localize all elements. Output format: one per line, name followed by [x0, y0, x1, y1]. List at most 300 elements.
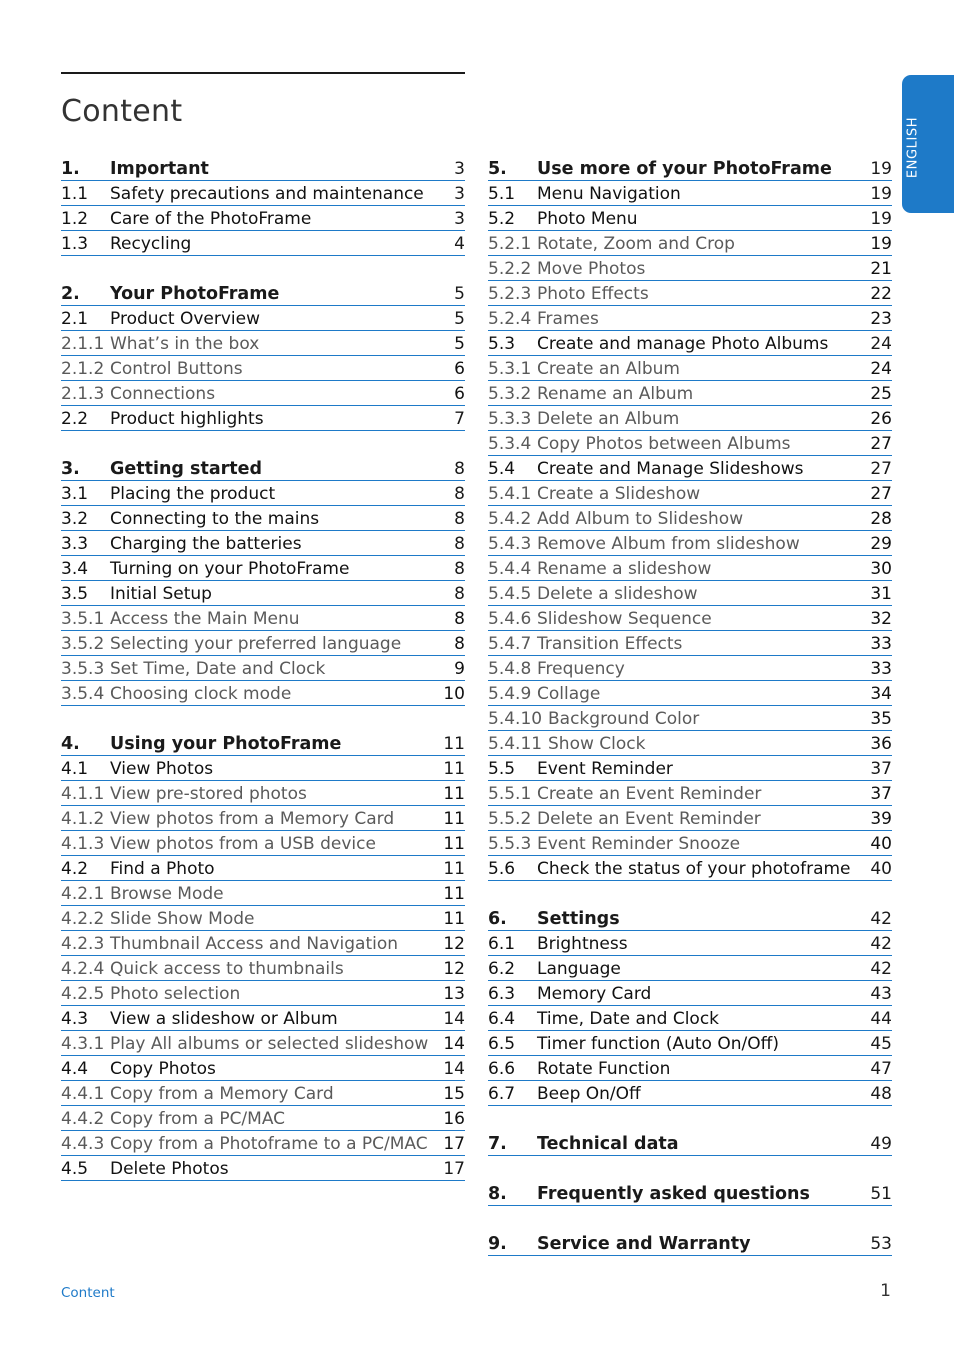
toc-entry-title[interactable]: Safety precautions and maintenance [110, 184, 424, 204]
toc-entry-title[interactable]: Find a Photo [110, 859, 215, 879]
toc-entry[interactable] [488, 556, 892, 581]
toc-entry-number: 5.4.3 [488, 534, 532, 554]
toc-entry-number: 4.2.3 [61, 934, 105, 954]
toc-entry-number: 5.6 [488, 859, 516, 879]
toc-entry-number: 5.5.3 [488, 834, 532, 854]
toc-entry-page: 42 [870, 909, 892, 929]
toc-entry-title[interactable]: Frames [537, 309, 599, 329]
toc-entry-title[interactable]: Rotate Function [537, 1059, 671, 1079]
toc-entry-number: 1.1 [61, 184, 89, 204]
toc-entry[interactable] [61, 481, 465, 506]
toc-entry-title[interactable]: Language [537, 959, 621, 979]
toc-entry-title[interactable]: View photos from a USB device [110, 834, 376, 854]
toc-entry-title[interactable]: Copy from a PC/MAC [110, 1109, 286, 1129]
toc-entry-page: 16 [443, 1109, 465, 1129]
toc-entry[interactable] [61, 181, 465, 206]
toc-entry[interactable] [488, 256, 892, 281]
toc-entry-number: 1. [61, 159, 80, 179]
toc-entry[interactable] [488, 1006, 892, 1031]
toc-entry-number: 4.2.4 [61, 959, 105, 979]
toc-entry-page: 51 [870, 1184, 892, 1204]
toc-entry-number: 4.4.3 [61, 1134, 105, 1154]
toc-entry-page: 40 [870, 859, 892, 879]
toc-entry-number: 9. [488, 1234, 507, 1254]
toc-entry-number: 6.5 [488, 1034, 516, 1054]
toc-entry-number: 5.5.2 [488, 809, 532, 829]
toc-entry-number: 2.1.3 [61, 384, 105, 404]
toc-entry-number: 4. [61, 734, 80, 754]
toc-entry-page: 22 [870, 284, 892, 304]
toc-entry-page: 19 [870, 159, 892, 179]
footer-section-label: Content [61, 1285, 115, 1301]
toc-entry[interactable] [61, 1056, 465, 1081]
toc-entry-page: 28 [870, 509, 892, 529]
toc-entry-number: 5.4.11 [488, 734, 543, 754]
toc-entry-title[interactable]: Slideshow Sequence [537, 609, 712, 629]
toc-entry-title[interactable]: Photo Effects [537, 284, 649, 304]
toc-entry-title[interactable]: Create and Manage Slideshows [537, 459, 804, 479]
toc-entry-page: 37 [870, 784, 892, 804]
toc-entry-number: 2. [61, 284, 80, 304]
toc-entry-page: 12 [443, 934, 465, 954]
toc-entry-page: 49 [870, 1134, 892, 1154]
toc-entry-title[interactable]: Rename an Album [537, 384, 694, 404]
toc-entry-title[interactable]: Collage [537, 684, 601, 704]
toc-entry-page: 34 [870, 684, 892, 704]
toc-entry[interactable] [488, 231, 892, 256]
toc-entry[interactable] [61, 331, 465, 356]
toc-entry-number: 6.7 [488, 1084, 516, 1104]
toc-entry[interactable] [488, 856, 892, 881]
toc-entry-title[interactable]: View Photos [110, 759, 214, 779]
toc-entry-title[interactable]: Rotate, Zoom and Crop [537, 234, 735, 254]
toc-entry[interactable] [61, 581, 465, 606]
toc-entry-title[interactable]: View pre-stored photos [110, 784, 307, 804]
toc-entry[interactable] [61, 156, 465, 181]
toc-entry-title[interactable]: Rename a slideshow [537, 559, 712, 579]
toc-entry-page: 11 [443, 809, 465, 829]
toc-entry-number: 3.5.2 [61, 634, 105, 654]
toc-entry[interactable] [488, 206, 892, 231]
toc-entry-number: 6.4 [488, 1009, 516, 1029]
toc-entry-page: 37 [870, 759, 892, 779]
toc-entry-page: 43 [870, 984, 892, 1004]
toc-entry[interactable] [488, 681, 892, 706]
toc-entry[interactable] [488, 306, 892, 331]
toc-entry-number: 4.2.5 [61, 984, 105, 1004]
toc-entry[interactable] [488, 1181, 892, 1206]
toc-entry-page: 11 [443, 759, 465, 779]
toc-entry-number: 2.1 [61, 309, 89, 329]
toc-entry-title[interactable]: Delete an Event Reminder [537, 809, 761, 829]
toc-entry-title[interactable]: Remove Album from slideshow [537, 534, 800, 554]
toc-entry[interactable] [488, 1031, 892, 1056]
toc-entry[interactable] [488, 731, 892, 756]
toc-entry-page: 27 [870, 484, 892, 504]
toc-entry-title[interactable]: Initial Setup [110, 584, 212, 604]
toc-entry-title[interactable]: Memory Card [537, 984, 652, 1004]
toc-entry-number: 5.3.3 [488, 409, 532, 429]
toc-entry-page: 8 [454, 609, 465, 629]
toc-entry-title[interactable]: Photo selection [110, 984, 241, 1004]
toc-entry-page: 7 [454, 409, 465, 429]
toc-entry-page: 5 [454, 334, 465, 354]
toc-entry[interactable] [61, 306, 465, 331]
toc-entry[interactable] [488, 806, 892, 831]
toc-entry-number: 5.4.10 [488, 709, 543, 729]
toc-entry-page: 42 [870, 934, 892, 954]
toc-entry-page: 42 [870, 959, 892, 979]
toc-entry-title[interactable]: Background Color [548, 709, 700, 729]
toc-entry-title[interactable]: Copy Photos between Albums [537, 434, 791, 454]
toc-entry-number: 4.2 [61, 859, 89, 879]
toc-entry-page: 4 [454, 234, 465, 254]
toc-spacer [488, 1106, 892, 1131]
toc-entry[interactable] [488, 606, 892, 631]
toc-entry-page: 8 [454, 634, 465, 654]
toc-entry-title[interactable]: Your PhotoFrame [110, 284, 280, 304]
toc-entry-title[interactable]: View a slideshow or Album [110, 1009, 338, 1029]
toc-entry-page: 13 [443, 984, 465, 1004]
toc-entry-title[interactable]: Timer function (Auto On/Off) [537, 1034, 779, 1054]
toc-entry-page: 36 [870, 734, 892, 754]
toc-entry-page: 9 [454, 659, 465, 679]
toc-entry[interactable] [488, 381, 892, 406]
toc-entry-page: 3 [454, 159, 465, 179]
toc-entry[interactable] [488, 481, 892, 506]
toc-entry-page: 6 [454, 384, 465, 404]
toc-entry[interactable] [61, 1131, 465, 1156]
toc-entry[interactable] [61, 456, 465, 481]
toc-entry-title[interactable]: Access the Main Menu [110, 609, 300, 629]
toc-entry-page: 12 [443, 959, 465, 979]
toc-entry-title[interactable]: Placing the product [110, 484, 276, 504]
toc-entry[interactable] [488, 281, 892, 306]
toc-entry-title[interactable]: Frequency [537, 659, 625, 679]
toc-entry-page: 35 [870, 709, 892, 729]
toc-entry-page: 30 [870, 559, 892, 579]
toc-entry-title[interactable]: Set Time, Date and Clock [110, 659, 326, 679]
toc-entry-number: 5.1 [488, 184, 516, 204]
toc-entry-number: 5.4.5 [488, 584, 532, 604]
toc-entry-number: 4.1.3 [61, 834, 105, 854]
toc-entry-title[interactable]: What’s in the box [110, 334, 260, 354]
toc-entry[interactable] [488, 581, 892, 606]
toc-entry-title[interactable]: Time, Date and Clock [537, 1009, 720, 1029]
toc-entry[interactable] [488, 906, 892, 931]
toc-entry-title[interactable]: Add Album to Slideshow [537, 509, 744, 529]
toc-entry[interactable] [61, 831, 465, 856]
toc-entry-title[interactable]: Connecting to the mains [110, 509, 320, 529]
toc-entry-page: 17 [443, 1159, 465, 1179]
toc-entry-title[interactable]: Event Reminder [537, 759, 673, 779]
toc-entry[interactable] [488, 631, 892, 656]
toc-spacer [61, 431, 465, 456]
toc-entry-number: 4.1.1 [61, 784, 105, 804]
toc-spacer [61, 256, 465, 281]
toc-entry-number: 5.3.4 [488, 434, 532, 454]
toc-entry[interactable] [61, 1031, 465, 1056]
toc-entry[interactable] [61, 1081, 465, 1106]
toc-entry-title[interactable]: Selecting your preferred language [110, 634, 402, 654]
toc-entry-number: 4.4.2 [61, 1109, 105, 1129]
toc-entry-number: 6.2 [488, 959, 516, 979]
toc-entry-number: 5.3 [488, 334, 516, 354]
toc-entry-number: 5.4 [488, 459, 516, 479]
toc-entry[interactable] [488, 1081, 892, 1106]
toc-entry-number: 5.3.1 [488, 359, 532, 379]
toc-entry[interactable] [488, 531, 892, 556]
toc-entry-page: 40 [870, 834, 892, 854]
toc-entry-number: 7. [488, 1134, 507, 1154]
toc-entry-number: 3.5.4 [61, 684, 105, 704]
toc-entry[interactable] [61, 506, 465, 531]
toc-entry[interactable] [61, 206, 465, 231]
toc-entry[interactable] [488, 406, 892, 431]
toc-entry-page: 21 [870, 259, 892, 279]
toc-entry[interactable] [61, 681, 465, 706]
toc-entry-number: 5.4.4 [488, 559, 532, 579]
toc-entry[interactable] [61, 956, 465, 981]
toc-entry[interactable] [61, 931, 465, 956]
toc-entry-title[interactable]: Thumbnail Access and Navigation [110, 934, 399, 954]
toc-entry-page: 11 [443, 734, 465, 754]
toc-entry[interactable] [488, 506, 892, 531]
toc-entry[interactable] [61, 631, 465, 656]
toc-entry-page: 14 [443, 1059, 465, 1079]
toc-entry[interactable] [61, 906, 465, 931]
toc-entry[interactable] [61, 756, 465, 781]
toc-entry[interactable] [488, 431, 892, 456]
toc-entry[interactable] [488, 1056, 892, 1081]
toc-entry[interactable] [488, 1131, 892, 1156]
toc-entry[interactable] [488, 956, 892, 981]
toc-entry-title[interactable]: Delete a slideshow [537, 584, 698, 604]
toc-entry-page: 45 [870, 1034, 892, 1054]
toc-entry-title[interactable]: Event Reminder Snooze [537, 834, 741, 854]
toc-entry-title[interactable]: Create and manage Photo Albums [537, 334, 829, 354]
toc-spacer [488, 881, 892, 906]
toc-entry-title[interactable]: Care of the PhotoFrame [110, 209, 312, 229]
toc-spacer [488, 1206, 892, 1231]
toc-entry-number: 5. [488, 159, 507, 179]
toc-entry-number: 6. [488, 909, 507, 929]
toc-entry-number: 5.4.2 [488, 509, 532, 529]
toc-entry-number: 5.2.1 [488, 234, 532, 254]
toc-entry[interactable] [488, 706, 892, 731]
toc-entry[interactable] [488, 331, 892, 356]
toc-entry[interactable] [61, 1156, 465, 1181]
toc-entry-page: 11 [443, 834, 465, 854]
toc-entry[interactable] [61, 981, 465, 1006]
toc-entry-number: 8. [488, 1184, 507, 1204]
toc-entry-title[interactable]: Settings [537, 909, 620, 929]
toc-entry-page: 6 [454, 359, 465, 379]
toc-entry-page: 26 [870, 409, 892, 429]
toc-entry-number: 3.5.1 [61, 609, 105, 629]
toc-entry[interactable] [488, 756, 892, 781]
toc-entry-page: 15 [443, 1084, 465, 1104]
toc-entry-title[interactable]: Service and Warranty [537, 1234, 751, 1254]
toc-entry[interactable] [488, 781, 892, 806]
toc-entry-page: 8 [454, 509, 465, 529]
toc-entry-number: 2.1.1 [61, 334, 105, 354]
page-number: 1 [880, 1281, 891, 1301]
toc-entry[interactable] [61, 356, 465, 381]
toc-entry-number: 1.3 [61, 234, 89, 254]
toc-entry-number: 2.2 [61, 409, 89, 429]
toc-entry[interactable] [61, 556, 465, 581]
toc-entry[interactable] [488, 181, 892, 206]
toc-entry-title[interactable]: Browse Mode [110, 884, 224, 904]
toc-entry-number: 6.1 [488, 934, 516, 954]
toc-entry-page: 19 [870, 234, 892, 254]
toc-entry[interactable] [61, 231, 465, 256]
toc-entry-page: 53 [870, 1234, 892, 1254]
toc-entry-page: 27 [870, 459, 892, 479]
toc-entry-title[interactable]: Product Overview [110, 309, 260, 329]
toc-entry-title[interactable]: Using your PhotoFrame [110, 734, 342, 754]
toc-entry-page: 11 [443, 784, 465, 804]
toc-left-column [61, 156, 465, 1181]
toc-entry-number: 5.2.4 [488, 309, 532, 329]
toc-entry-title[interactable]: Getting started [110, 459, 263, 479]
toc-entry[interactable] [61, 806, 465, 831]
toc-entry-title[interactable]: Control Buttons [110, 359, 243, 379]
toc-entry-title[interactable]: Show Clock [548, 734, 646, 754]
toc-entry-page: 5 [454, 284, 465, 304]
toc-entry-page: 3 [454, 209, 465, 229]
toc-entry-title[interactable]: Frequently asked questions [537, 1184, 810, 1204]
toc-entry-title[interactable]: Quick access to thumbnails [110, 959, 344, 979]
toc-entry[interactable] [61, 1006, 465, 1031]
toc-entry[interactable] [488, 156, 892, 181]
toc-entry[interactable] [61, 781, 465, 806]
toc-entry-title[interactable]: Important [110, 159, 209, 179]
toc-entry-page: 33 [870, 659, 892, 679]
toc-entry[interactable] [61, 606, 465, 631]
toc-entry-title[interactable]: Create an Event Reminder [537, 784, 762, 804]
top-rule [61, 72, 465, 74]
toc-entry-number: 3.5 [61, 584, 89, 604]
toc-entry-page: 3 [454, 184, 465, 204]
toc-entry-title[interactable]: Turning on your PhotoFrame [110, 559, 350, 579]
toc-entry[interactable] [488, 981, 892, 1006]
toc-entry-title[interactable]: Use more of your PhotoFrame [537, 159, 832, 179]
toc-entry-page: 24 [870, 334, 892, 354]
toc-entry-title[interactable]: View photos from a Memory Card [110, 809, 395, 829]
toc-entry-number: 4.4 [61, 1059, 89, 1079]
toc-entry[interactable] [61, 856, 465, 881]
toc-entry-title[interactable]: Delete an Album [537, 409, 680, 429]
toc-entry-page: 32 [870, 609, 892, 629]
toc-entry-title[interactable]: Photo Menu [537, 209, 638, 229]
toc-entry-page: 27 [870, 434, 892, 454]
toc-entry-page: 8 [454, 484, 465, 504]
toc-entry[interactable] [488, 356, 892, 381]
toc-entry-number: 5.5 [488, 759, 516, 779]
toc-entry-title[interactable]: Copy from a Memory Card [110, 1084, 334, 1104]
toc-spacer [61, 706, 465, 731]
toc-entry-number: 5.2 [488, 209, 516, 229]
toc-entry-number: 5.2.3 [488, 284, 532, 304]
toc-entry-title[interactable]: Delete Photos [110, 1159, 229, 1179]
toc-entry-title[interactable]: Copy Photos [110, 1059, 216, 1079]
toc-entry-title[interactable]: Connections [110, 384, 216, 404]
toc-entry-title[interactable]: Transition Effects [537, 634, 683, 654]
toc-entry-page: 11 [443, 884, 465, 904]
toc-entry-title[interactable]: Create an Album [537, 359, 680, 379]
toc-entry[interactable] [488, 831, 892, 856]
toc-entry-page: 17 [443, 1134, 465, 1154]
toc-entry-page: 23 [870, 309, 892, 329]
toc-entry[interactable] [488, 456, 892, 481]
toc-entry-page: 19 [870, 209, 892, 229]
toc-entry[interactable] [61, 881, 465, 906]
toc-entry-number: 5.2.2 [488, 259, 532, 279]
toc-entry-page: 19 [870, 184, 892, 204]
toc-entry-number: 4.2.1 [61, 884, 105, 904]
toc-entry-number: 3.4 [61, 559, 89, 579]
toc-entry-page: 31 [870, 584, 892, 604]
toc-entry-number: 4.3 [61, 1009, 89, 1029]
toc-entry-page: 14 [443, 1009, 465, 1029]
toc-entry-title[interactable]: Copy from a Photoframe to a PC/MAC [110, 1134, 428, 1154]
toc-entry-number: 4.2.2 [61, 909, 105, 929]
toc-entry[interactable] [488, 656, 892, 681]
toc-entry-title[interactable]: Charging the batteries [110, 534, 302, 554]
toc-entry-page: 8 [454, 459, 465, 479]
toc-entry-number: 5.4.9 [488, 684, 532, 704]
toc-entry[interactable] [61, 406, 465, 431]
toc-entry-title[interactable]: Check the status of your photoframe [537, 859, 851, 879]
toc-entry-title[interactable]: Brightness [537, 934, 628, 954]
toc-entry[interactable] [61, 1106, 465, 1131]
toc-entry-number: 5.4.8 [488, 659, 532, 679]
toc-entry-number: 3.2 [61, 509, 89, 529]
toc-entry[interactable] [488, 931, 892, 956]
toc-entry-title[interactable]: Choosing clock mode [110, 684, 292, 704]
toc-entry[interactable] [61, 731, 465, 756]
toc-entry-number: 2.1.2 [61, 359, 105, 379]
toc-entry-page: 8 [454, 559, 465, 579]
toc-entry-page: 14 [443, 1034, 465, 1054]
toc-entry-title[interactable]: Menu Navigation [537, 184, 681, 204]
toc-entry-title[interactable]: Create a Slideshow [537, 484, 701, 504]
toc-entry-title[interactable]: Slide Show Mode [110, 909, 255, 929]
toc-entry-title[interactable]: Technical data [537, 1134, 679, 1154]
toc-entry-number: 3.5.3 [61, 659, 105, 679]
toc-entry[interactable] [61, 531, 465, 556]
toc-entry-title[interactable]: Beep On/Off [537, 1084, 641, 1104]
page-title: Content [61, 94, 183, 129]
toc-entry-page: 48 [870, 1084, 892, 1104]
toc-right-column [488, 156, 892, 1256]
toc-entry-title[interactable]: Move Photos [537, 259, 646, 279]
toc-entry-page: 39 [870, 809, 892, 829]
toc-entry[interactable] [61, 381, 465, 406]
toc-entry-page: 11 [443, 909, 465, 929]
toc-entry-title[interactable]: Product highlights [110, 409, 264, 429]
toc-entry[interactable] [61, 281, 465, 306]
toc-entry-title[interactable]: Play All albums or selected slideshow [110, 1034, 429, 1054]
toc-entry[interactable] [61, 656, 465, 681]
toc-entry-number: 3.1 [61, 484, 89, 504]
toc-entry-page: 11 [443, 859, 465, 879]
toc-entry-number: 5.5.1 [488, 784, 532, 804]
toc-entry[interactable] [488, 1231, 892, 1256]
toc-entry-title[interactable]: Recycling [110, 234, 192, 254]
